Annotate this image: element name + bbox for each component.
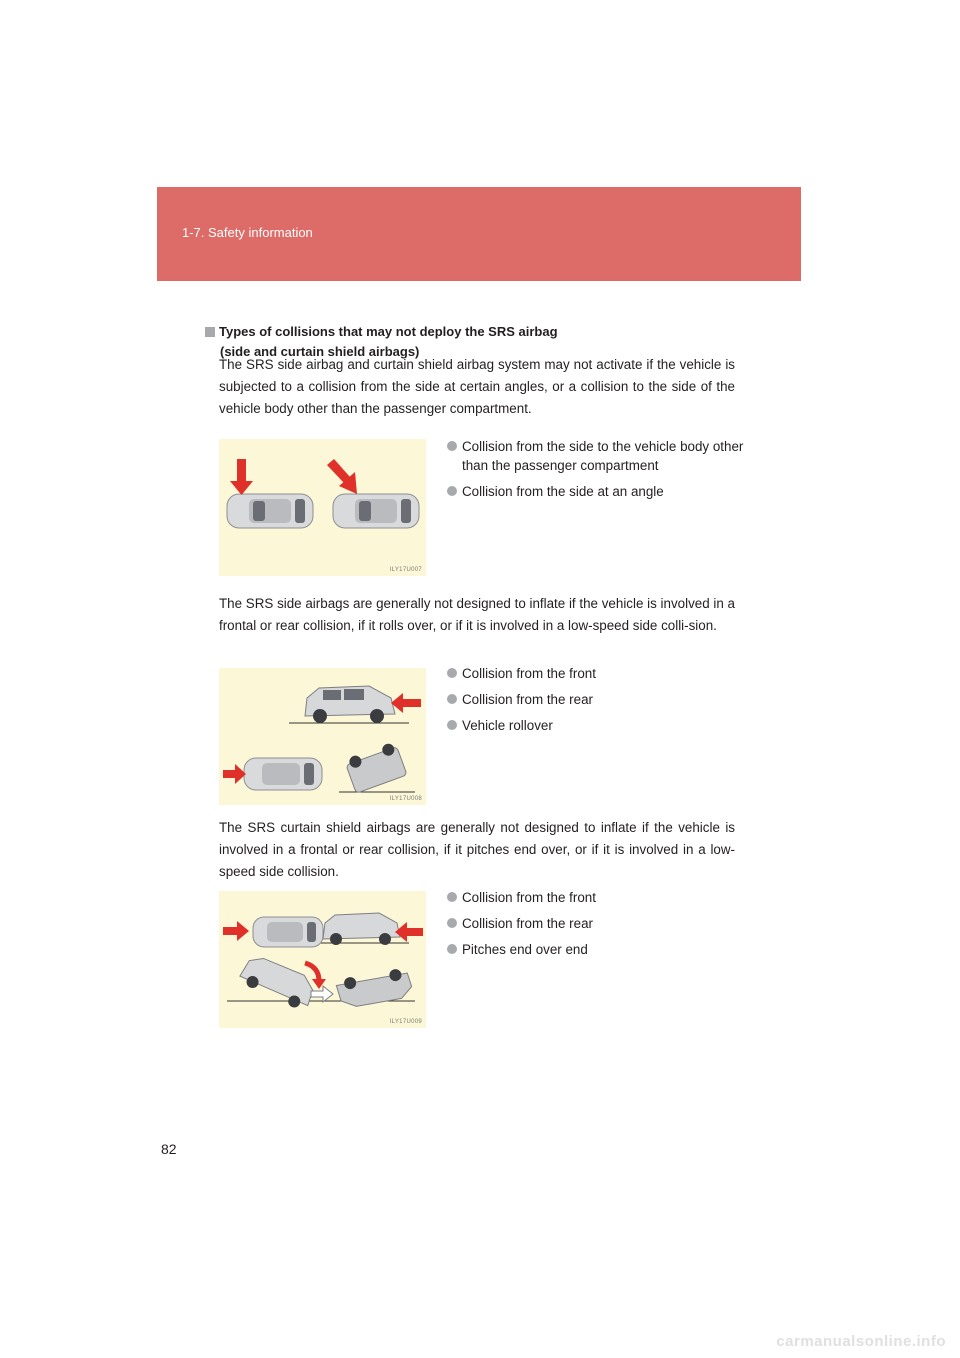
list-item: Pitches end over end <box>447 940 747 959</box>
arrow-next-icon <box>311 986 333 1002</box>
square-bullet-icon <box>205 327 215 337</box>
heading-line-2: (side and curtain shield airbags) <box>220 344 420 359</box>
car-top-view-icon <box>253 917 323 947</box>
car-side-view-icon <box>323 913 400 945</box>
car-side-view-icon <box>305 686 395 723</box>
bullet-icon <box>447 486 457 496</box>
list-item: Collision from the rear <box>447 690 747 709</box>
heading-line-1: Types of collisions that may not deploy the SRS airbag <box>219 324 558 339</box>
footer-watermark: carmanualsonline.info <box>776 1333 946 1350</box>
figure-side-collision <box>219 439 426 576</box>
bullet-icon <box>447 944 457 954</box>
figure-front-rear-rollover <box>219 668 426 805</box>
list-item: Collision from the front <box>447 664 747 683</box>
car-top-view-icon <box>227 494 313 528</box>
figure-front-rear-pitch <box>219 891 426 1028</box>
bullet-icon <box>447 892 457 902</box>
bullet-icon <box>447 441 457 451</box>
paragraph-2: The SRS side airbags are generally not designed to inflate if the vehicle is involved in a frontal or rear collision, if it rolls over, or if it is involved in a low-speed side colli-sion. <box>219 596 735 633</box>
bullet-list-2 <box>447 664 747 742</box>
figure-code: ILY17U008 <box>389 796 422 802</box>
arrow-diagonal-icon <box>327 459 357 494</box>
car-pitch-icon <box>237 951 318 1013</box>
car-rollover-icon <box>344 741 407 793</box>
list-item: Collision from the side to the vehicle body other than the passenger compartment <box>447 437 747 475</box>
bullet-icon <box>447 694 457 704</box>
car-upside-down-icon <box>335 967 413 1009</box>
car-top-view-icon <box>244 758 322 790</box>
bullet-icon <box>447 720 457 730</box>
car-top-view-icon <box>333 494 419 528</box>
arrow-left-icon <box>395 922 423 942</box>
paragraph-3: The SRS curtain shield airbags are generally not designed to inflate if the vehicle is involved in a frontal or rear collision, if it pitches end over, or if it is involved in a low-speed side collision. <box>219 820 735 879</box>
header-band <box>157 187 801 281</box>
bullet-icon <box>447 668 457 678</box>
list-item: Collision from the front <box>447 888 747 907</box>
list-item: Collision from the side at an angle <box>447 482 747 501</box>
paragraph-1: The SRS side airbag and curtain shield airbag system may not activate if the vehicle is subjected to a collision from the side at certain angles, or a collision to the side of the vehicle body other than the passenger compartment. <box>219 357 735 416</box>
figure-code: ILY17U007 <box>389 567 422 573</box>
arrow-down-icon <box>230 459 253 495</box>
bullet-list-1 <box>447 437 747 508</box>
list-item: Collision from the rear <box>447 914 747 933</box>
arrow-right-icon <box>223 921 249 941</box>
page-number: 82 <box>161 1141 177 1157</box>
list-item: Vehicle rollover <box>447 716 747 735</box>
arrow-right-icon <box>223 764 246 784</box>
bullet-list-3 <box>447 888 747 966</box>
bullet-icon <box>447 918 457 928</box>
section-title: 1-7. Safety information <box>182 225 313 240</box>
arrow-left-icon <box>391 693 421 713</box>
figure-code: ILY17U009 <box>389 1019 422 1025</box>
